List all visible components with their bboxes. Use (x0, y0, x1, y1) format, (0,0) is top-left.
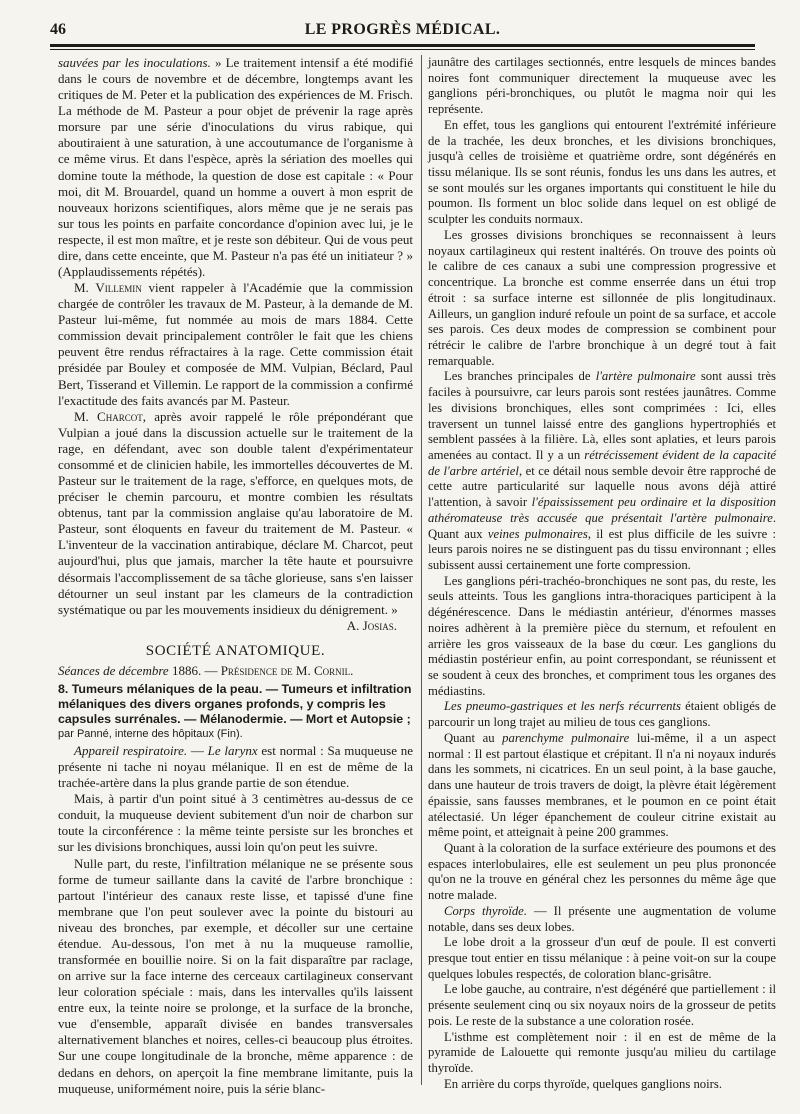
italic-text: rétrécissement évident de la capacité de l'arbre artériel (428, 447, 776, 478)
right-column (428, 55, 776, 1092)
communication-author: par Panné, interne des hôpitaux (Fin). (58, 727, 243, 740)
journal-title: LE PROGRÈS MÉDICAL. (304, 21, 501, 38)
page-header (50, 20, 755, 42)
session-presidency: 1886. — Présidence de M. Cornil. (168, 662, 354, 678)
paragraph (58, 55, 413, 280)
italic-text: sauvées par les inoculations. (58, 55, 211, 70)
page-number: 46 (50, 21, 66, 38)
speaker-name: M. Villemin (74, 280, 142, 296)
italic-text: Corps thyroïde. (444, 903, 527, 918)
paragraph: Nulle part, du reste, l'infiltration mélanique ne se présente sous forme de tumeur saillante dans la cavité de l'arbre bronchique : partout l'intérieur des canaux reste lisse, et tapissé d'une fine membrane que l'on peut soulever avec la pointe du bistouri au niveau des bronches, par exemple, et décoller sur une certaine étendue. Au-dessous, l'on met à nu la muqueuse ramollie, transformée en bouillie noire. Si on la fait disparaître par raclage, on arrive sur la face interne des cerceaux cartilagineux conservant leur coloration spéciale : mais, dans les intervalles qu'ils laissent entre eux, la teinte noire se prolonge, et la surface de la bronche, vue d'ensemble, apparaît divisée en bandes transversales alternativement blanches et noires, celles-ci beaucoup plus étroites. Sur une coupe longitudinale de la bronche, même apparence : de dedans en dehors, on aperçoit la fine membrane limitante, puis la muqueuse, uniformément noire, puis la série blanc- (58, 855, 413, 1096)
paragraph: Appareil respiratoire. — Le larynx est normal : Sa muqueuse ne présente ni tache ni noyau mélanique. Il en est de même de la trachée-artère dans la plus grande partie de son étendue. (58, 742, 413, 791)
communication-title: 8. Tumeurs mélaniques de la peau. — Tumeurs et infiltration mélaniques des divers organes profonds, y compris les capsules surrénales. — Mélanodermie. — Mort et Autopsie ; (58, 681, 412, 726)
italic-text: parenchyme pulmonaire (502, 730, 630, 745)
italic-text: veines pulmonaires (487, 526, 588, 541)
header-rule-thick (50, 44, 755, 47)
italic-text: Le larynx (207, 742, 258, 758)
paragraph: Quant à la coloration de la surface extérieure des poumons et des espaces interlobulaires, elle est seulement un peu plus prononcée qu'on ne la trouve en général chez les personnes du même âge que notre malade. (428, 840, 776, 903)
paragraph-text: vient rappeler à l'Académie que la commission chargée de contrôler les travaux de M. Pasteur, à la demande de M. Pasteur lui-même, fut nommée au mois de mars 1884. Cette commission devait principalement contrôler le fait que les chiens peuvent être rendus réfractaires à la rage. Cette commission était présidée par Bouley et composée de MM. Vulpian, Béclard, Paul Bert, Tisserand et Villemin. Le rapport de la commission a confirmé l'exactitude des faits avancés par M. Pasteur. (58, 280, 414, 408)
paragraph: En effet, tous les ganglions qui entourent l'extrémité inférieure de la trachée, les deux bronches, et les divisions bronchiques, jusqu'à celles de troisième et quatrième ordre, sont dégénérés en tissu mélanique. Ils se sont réunis, fondus les uns dans les autres, et se sont moulés sur les organes importants qui constituent le hile du poumon. Ils forment un bloc solide dans lequel on est obligé de sculpter les conduits normaux. (428, 117, 776, 227)
author-signature: A. Josias. (346, 617, 397, 633)
section-title: SOCIÉTÉ ANATOMIQUE. (145, 642, 326, 659)
header-rule-thin (50, 49, 755, 50)
paragraph: Le lobe droit a la grosseur d'un œuf de poule. Il est converti presque tout entier en tissu mélanique : à peine voit-on sur la coupe quelques lobules respectés, de coloration blanc-grisâtre. (428, 935, 776, 981)
paragraph: Le lobe gauche, au contraire, n'est dégénéré que partiellement : il présente seulement cinq ou six noyaux noirs de la grosseur de petits pois. Le reste de la substance a une coloration rosée. (428, 982, 776, 1028)
paragraph: Corps thyroïde. — Il présente une augmentation de volume notable, dans ses deux lobes. (428, 903, 776, 934)
left-column (58, 55, 413, 1097)
paragraph: Les grosses divisions bronchiques se reconnaissent à leurs noyaux cartilagineux qui restent inaltérés. On trouve des points où le calibre de ces canaux a subi une compression progressive et concentrique. La bronche est comme enserrée dans un étui trop étroit : sa surface interne est sillonnée de plis longitudinaux. Ailleurs, un ganglion induré refoule un point de sa surface, et accole ses parois. Ces deux modes de compression se combinent pour rétrécir le calibre de l'arbre bronchique à un degré tout à fait remarquable. (428, 227, 776, 368)
speaker-name: M. Charcot (74, 408, 143, 424)
paragraph: Les pneumo-gastriques et les nerfs récurrents étaient obligés de parcourir un long trajet au milieu de tous ces ganglions. (428, 699, 776, 730)
italic-text: l'artère pulmonaire (595, 369, 696, 384)
italic-text: l'épaississement peu ordinaire et la disposition athéromateuse très accusée que présentait l'artère pulmonaire (428, 495, 777, 525)
paragraph: Les ganglions péri-trachéo-bronchiques ne sont pas, du reste, les seuls atteints. Tous les ganglions intra-thoraciques participent à la dégénérescence. Dans le médiastin antérieur, d'énormes masses noires adhèrent à la première pièce du sternum, et refoulent en arrière les gros vaisseaux de la base du cœur. Les ganglions du médiastin postérieur enfin, au point correspondant, se réunissent et se soudent à ceux des bronches, et compriment tous les organes des médiastins. (428, 573, 776, 698)
italic-text: Appareil respiratoire. (74, 742, 188, 758)
paragraph: jaunâtre des cartilages sectionnés, entre lesquels de minces bandes noires font communiquer directement la muqueuse avec les ganglions péri-bronchiques, ou plutôt le magma noir qui les représente. (428, 55, 776, 117)
italic-text: Les pneumo-gastriques et les nerfs récurrents (444, 699, 681, 714)
paragraph-text: » Le traitement intensif a été modifié dans le cours de novembre et de décembre, longtemps avant les critiques de M. Peter et la publication des expériences de M. Frisch. La méthode de M. Pasteur a pour objet de prévenir la rage après morsure par une série d'inoculations du virus rabique, qui aboutiraient à une saturation, à une accoutumance de l'organisme à ce même virus. Et dans l'espèce, après la sériation des moelles qui domine toute la méthode, la question de dose est capitale : « Pour moi, dit M. Brouardel, quand un homme a ouvert à mon esprit de nouveaux horizons scientifiques, alors même que je ne serais pas sur tous les points en parfaite concordance d'opinion avec lui, je le respecte, il est mon maître, et je reste son débiteur. Qui de vous peut dire, dans cette enceinte, que M. Pasteur n'a pas été un initiateur ? » (Applaudissements répétés). (58, 55, 413, 280)
paragraph: Mais, à partir d'un point situé à 3 centimètres au-dessus de ce conduit, la muqueuse devient subitement d'un noir de charbon sur toute la circonférence : la même teinte persiste sur les bronches et sur les divisions bronchiques, aussi loin qu'on peut les suivre. (58, 791, 413, 855)
paragraph (58, 280, 413, 409)
paragraph: Quant au parenchyme pulmonaire lui-même, il a un aspect normal : Il est partout élastique et crépitant. Il n'a ni noyaux indurés dans les sommets, ni cicatrices. En un seul point, à la base gauche, dans une hauteur de trois travers de doigt, la plèvre était légèrement épaissie, sans fausses membranes, et le poumon en ce point était atélectasié. Un léger épanchement de couleur citrine existait au même point, et atteignait à peine 200 grammes. (428, 730, 777, 840)
column-divider (421, 55, 422, 1085)
paragraph: L'isthme est complètement noir : il en est de même de la pyramide de Lalouette qui remonte jusqu'au milieu du cartilage thyroïde. (428, 1029, 776, 1075)
paragraph-text: est normal : Sa muqueuse ne présente ni tache ni noyau mélanique. Il en est de même de la trachée-artère dans la plus grande partie de son étendue. (58, 742, 413, 791)
paragraph (58, 409, 413, 618)
paragraph: En arrière du corps thyroïde, quelques ganglions noirs. (444, 1076, 722, 1091)
italic-text: Séances de décembre (58, 662, 169, 678)
session-line (58, 663, 413, 679)
paragraph: Les branches principales de l'artère pulmonaire sont aussi très faciles à poursuivre, car leurs parois sont restées jaunâtres. Comme les divisions bronchiques, elles sont comprimées : Ici, elles traversent un tunnel laissé entre des ganglions hypertrophiés et semblent passées à la filière. Là, elles sont aplaties, et leurs parois amenées au contact. Il y a un rétrécissement évident de la capacité de l'arbre artériel, et ce détail nous semble devoir être rapproché de cette autre particularité sur laquelle nous avons déjà attiré l'attention, à savoir l'épaississement peu ordinaire et la disposition athéromateuse très accusée que présentait l'artère pulmonaire. Quant aux veines pulmonaires, il est plus difficile de les suivre : leurs parois noires ne se distinguent pas du tissu environnant ; elles subissent aussi certainement une forte compression. (428, 369, 777, 572)
paragraph-text: , après avoir rappelé le rôle prépondérant que Vulpian a joué dans la discussion actuelle sur le traitement de la rage, en défendant, avec son double talent d'expérimentateur consommé et de clinicien habile, les immortelles découvertes de M. Pasteur sur le traitement de la rage, s'efforce, en quelques mots, de préciser le chemin parcouru, et montre combien les résultats obtenus, tant par la commission anglaise qu'au laboratoire de M. Pasteur, sont éloquents en faveur du traitement de M. Pasteur. « L'inventeur de la vaccination antirabique, déclare M. Charcot, peut aujourd'hui, plus que jamais, marcher la tête haute et poursuivre désormais l'accomplissement de sa tâche glorieuse, sans s'en laisser détourner un seul instant par les clameurs de la contradiction systématique ou par les mouvements insidieux du dénigrement. » (58, 408, 413, 617)
